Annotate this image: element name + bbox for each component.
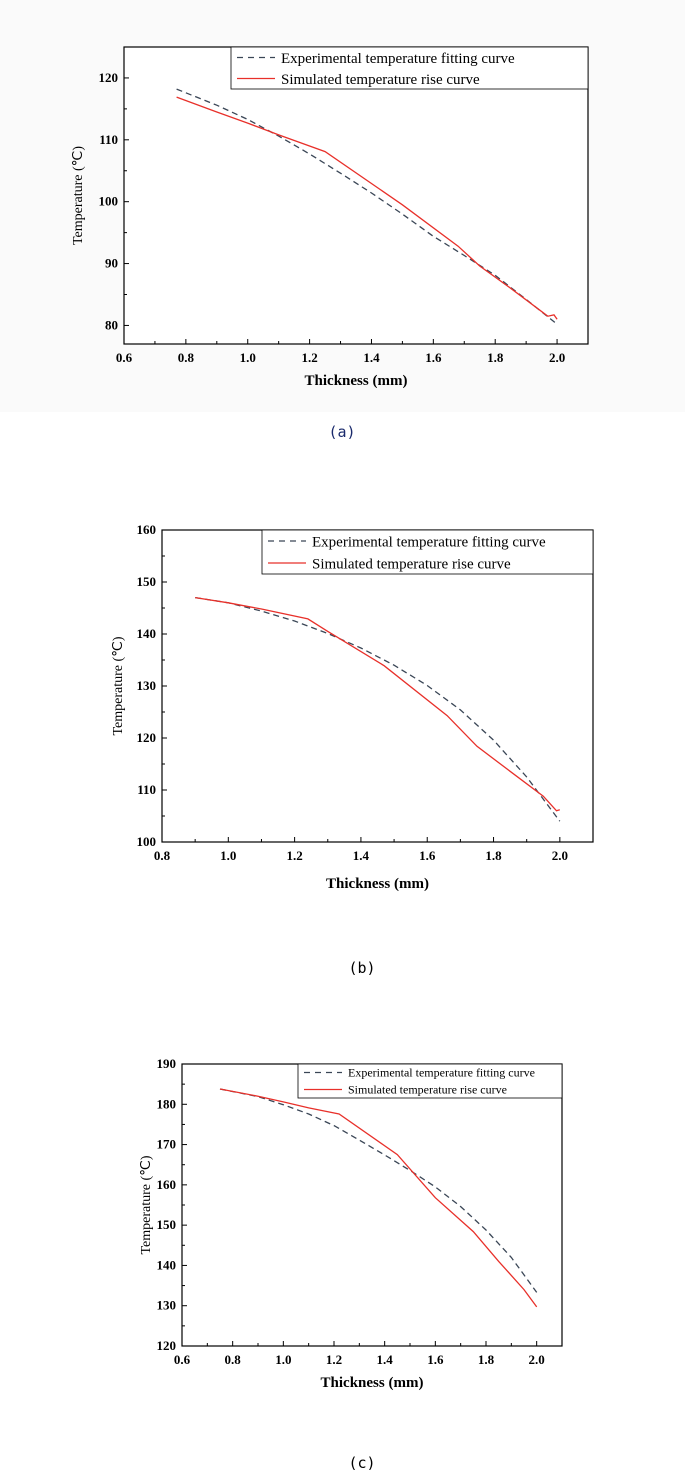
y-tick-label: 150 bbox=[136, 574, 156, 589]
x-tick-label: 0.6 bbox=[115, 350, 133, 365]
caption-c: (c) bbox=[348, 1454, 376, 1472]
y-tick-label: 100 bbox=[136, 834, 156, 849]
y-tick-label: 180 bbox=[156, 1096, 176, 1112]
x-tick-label: 2.0 bbox=[528, 1352, 545, 1367]
x-tick-label: 2.0 bbox=[551, 848, 568, 863]
x-tick-label: 1.2 bbox=[325, 1352, 343, 1367]
x-tick-label: 1.4 bbox=[363, 350, 380, 365]
y-tick-label: 130 bbox=[156, 1297, 176, 1313]
y-tick-label: 100 bbox=[98, 193, 118, 209]
x-axis-title: Thickness (mm) bbox=[326, 876, 429, 892]
x-tick-label: 1.6 bbox=[419, 848, 436, 863]
x-tick-label: 1.0 bbox=[220, 848, 237, 863]
legend-label: Experimental temperature fitting curve bbox=[281, 50, 515, 67]
plot-frame bbox=[124, 47, 588, 344]
y-tick-label: 160 bbox=[156, 1176, 176, 1192]
caption-b: (b) bbox=[348, 959, 376, 977]
y-tick-label: 130 bbox=[136, 678, 156, 693]
x-tick-label: 2.0 bbox=[548, 350, 566, 365]
chart-a bbox=[71, 47, 588, 389]
y-tick-label: 170 bbox=[156, 1136, 176, 1152]
chart-b bbox=[111, 522, 593, 892]
y-tick-label: 120 bbox=[156, 1338, 176, 1353]
legend bbox=[262, 530, 593, 574]
x-tick-label: 1.4 bbox=[376, 1352, 393, 1367]
caption-a: (a) bbox=[328, 423, 356, 441]
y-tick-label: 120 bbox=[98, 69, 118, 85]
x-tick-label: 1.8 bbox=[477, 1352, 495, 1367]
plot-frame bbox=[182, 1064, 562, 1346]
y-tick-label: 190 bbox=[156, 1056, 176, 1071]
y-axis-title: Temperature (℃) bbox=[139, 1155, 154, 1255]
y-tick-label: 90 bbox=[105, 255, 118, 271]
y-tick-label: 140 bbox=[136, 626, 156, 641]
x-tick-label: 1.4 bbox=[352, 848, 370, 863]
y-tick-label: 80 bbox=[105, 317, 118, 333]
x-tick-label: 1.8 bbox=[485, 848, 502, 863]
y-tick-label: 120 bbox=[136, 730, 156, 745]
x-tick-label: 1.8 bbox=[487, 350, 504, 365]
legend-label: Simulated temperature rise curve bbox=[281, 71, 480, 88]
x-tick-label: 1.6 bbox=[425, 350, 442, 365]
plot-frame bbox=[162, 530, 593, 842]
x-axis-title: Thickness (mm) bbox=[304, 373, 408, 389]
y-axis-title: Temperature (℃) bbox=[111, 636, 126, 736]
y-tick-label: 140 bbox=[156, 1257, 176, 1273]
x-tick-label: 0.8 bbox=[177, 350, 194, 365]
legend-label: Experimental temperature fitting curve bbox=[312, 534, 546, 551]
x-tick-label: 1.0 bbox=[239, 350, 256, 365]
legend-label: Experimental temperature fitting curve bbox=[348, 1065, 535, 1080]
x-axis-title: Thickness (mm) bbox=[320, 1375, 424, 1391]
x-tick-label: 0.8 bbox=[224, 1352, 241, 1367]
legend-label: Simulated temperature rise curve bbox=[312, 556, 511, 573]
legend-label: Simulated temperature rise curve bbox=[348, 1082, 507, 1097]
legend bbox=[231, 47, 588, 89]
x-tick-label: 1.0 bbox=[275, 1352, 292, 1367]
x-tick-label: 0.6 bbox=[173, 1352, 191, 1367]
legend bbox=[298, 1064, 562, 1098]
y-tick-label: 160 bbox=[136, 522, 156, 537]
x-tick-label: 1.6 bbox=[427, 1352, 444, 1367]
x-tick-label: 1.2 bbox=[286, 848, 303, 863]
x-tick-label: 0.8 bbox=[153, 848, 171, 863]
y-tick-label: 110 bbox=[99, 131, 118, 147]
y-tick-label: 150 bbox=[156, 1217, 176, 1233]
y-tick-label: 110 bbox=[137, 782, 156, 797]
y-axis-title: Temperature (℃) bbox=[71, 145, 86, 246]
x-tick-label: 1.2 bbox=[301, 350, 318, 365]
chart-c bbox=[139, 1056, 562, 1391]
